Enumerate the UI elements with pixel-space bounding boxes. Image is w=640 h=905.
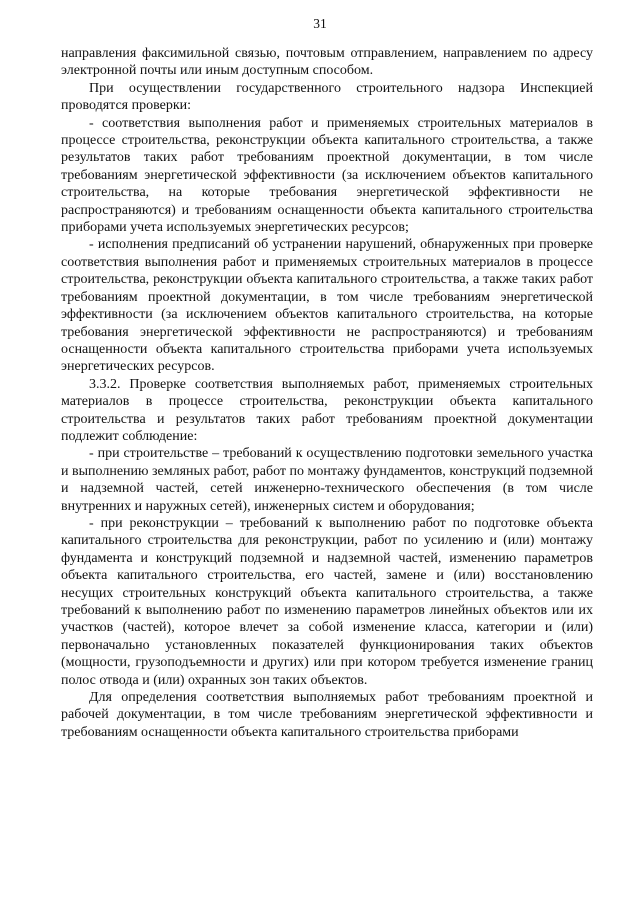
list-item-orders-execution: - исполнения предписаний об устранении нарушений, обнаруженных при проверке соответствия выполнения работ и применяемых строительных материалов в процессе строительства, реконструкции объекта капитального строительства, а также таких работ требованиям проектной документации, в том числе требованиям энергетической эффективности (за исключением объектов капитального строительства, на которые требования энергетической эффективности не распространяются) и требованиям оснащенности объекта капитального строительства приборами учета используемых энергетических ресурсов. <box>61 237 593 375</box>
clause-3-3-2: 3.3.2. Проверке соответствия выполняемых работ, применяемых строительных материалов в процессе строительства, реконструкции объекта капитального строительства и результатов таких работ требованиям проектной документации подлежит соблюдение: <box>61 376 593 444</box>
paragraph-continuation: направления факсимильной связью, почтовым отправлением, направлением по адресу электронной почты или иным доступным способом. <box>61 46 593 79</box>
list-item-reconstruction: - при реконструкции – требований к выполнению работ по подготовке объекта капитального строительства для реконструкции, работ по усилению и (или) монтажу фундамента и конструкций подземной и надземной частей, изменению параметров объекта капитального строительства, его частей, замене и (или) восстановлению несущих строительных конструкций объекта капитального строительства, а также требований к выполнению работ по изменению параметров линейных объектов или их участков (частей), которое влечет за собой изменение класса, категории и (или) первоначально установленных показателей функционирования таких объектов (мощности, грузоподъемности и других) или при котором требуется изменение границ полос отвода и (или) охранных зон таких объектов. <box>61 515 593 688</box>
paragraph-determination: Для определения соответствия выполняемых работ требованиям проектной и рабочей документации, в том числе требованиям энергетической эффективности и требованиям оснащенности объекта капитального строительства приборами <box>61 690 593 740</box>
list-item-construction: - при строительстве – требований к осуществлению подготовки земельного участка и выполнению земляных работ, работ по монтажу фундаментов, конструкций подземной и надземной частей, сетей инженерно-технического обеспечения (в том числе внутренних и наружных сетей), инженерных систем и оборудования; <box>61 446 593 514</box>
list-item-compliance-check: - соответствия выполнения работ и применяемых строительных материалов в процессе строительства, реконструкции объекта капитального строительства, а также результатов таких работ требованиям проектной документации, в том числе требованиям энергетической эффективности (за исключением объектов капитального строительства, на которые требования энергетической эффективности не распространяются) и требованиям оснащенности объекта капитального строительства приборами учета используемых энергетических ресурсов; <box>61 115 593 236</box>
page-number: 31 <box>313 16 327 31</box>
paragraph-inspections-intro: При осуществлении государственного строительного надзора Инспекцией проводятся проверки: <box>61 80 593 114</box>
document-body <box>61 45 593 741</box>
